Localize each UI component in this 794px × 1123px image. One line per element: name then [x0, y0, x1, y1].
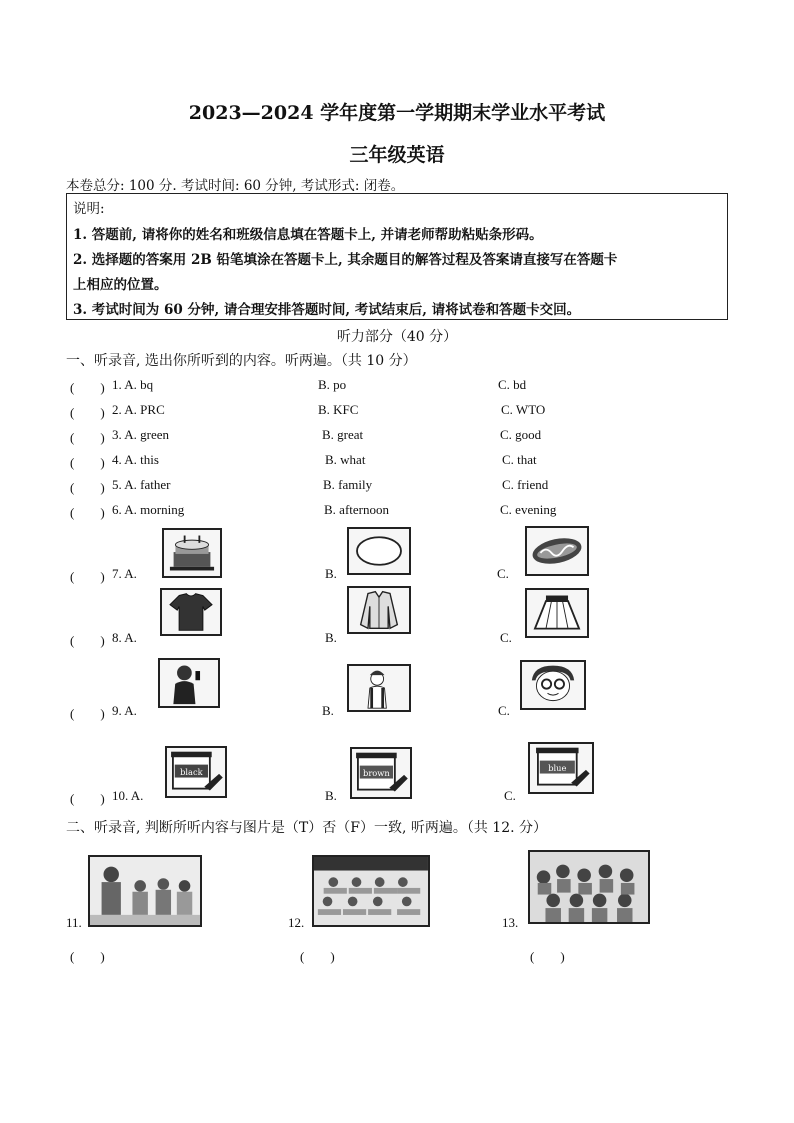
- answer-paren[interactable]: ( ): [70, 380, 105, 395]
- part2-heading: 二、听录音, 判断所听内容与图片是（T）否（F）一致, 听两遍。（共 12. 分）: [66, 820, 548, 836]
- scene-11-image: [88, 855, 202, 927]
- part1-heading: 一、听录音, 选出你所听到的内容。听两遍。（共 10 分）: [66, 353, 417, 369]
- q6-option-b: B. afternoon: [324, 502, 389, 517]
- q13-answer[interactable]: ( ): [530, 949, 565, 964]
- answer-paren[interactable]: ( ): [70, 569, 105, 584]
- instructions-heading: 说明:: [73, 201, 105, 217]
- paint-can-blue-icon: [528, 742, 594, 794]
- answer-paren[interactable]: ( ): [70, 430, 105, 445]
- instruction-2: 2. 选择题的答案用 2B 铅笔填涂在答题卡上, 其余题目的解答过程及答案请直接写在答题卡: [73, 252, 618, 268]
- exam-info: 本卷总分: 100 分. 考试时间: 60 分钟, 考试形式: 闭卷。: [66, 178, 405, 194]
- person-phone-icon: [158, 658, 220, 708]
- q5-option-b: B. family: [323, 477, 373, 492]
- q4-option-a: 4. A. this: [112, 452, 159, 467]
- paint-can-brown-icon: [350, 747, 412, 799]
- q3-option-c: C. good: [500, 427, 542, 442]
- q3-option-b: B. great: [322, 427, 364, 442]
- q7-label-c: C.: [497, 566, 509, 581]
- q8-label-c: C.: [500, 630, 512, 645]
- instructions-box: [66, 193, 728, 320]
- q11-number: 11.: [66, 915, 82, 930]
- q5-option-a: 5. A. father: [112, 477, 171, 492]
- answer-paren[interactable]: ( ): [70, 480, 105, 495]
- q2-option-b: B. KFC: [318, 402, 359, 417]
- q5-option-c: C. friend: [502, 477, 549, 492]
- paint-label-brown: brown: [363, 767, 390, 778]
- paint-can-black-icon: [165, 746, 227, 798]
- q7-label-b: B.: [325, 566, 337, 581]
- q12-number: 12.: [288, 915, 305, 930]
- instruction-1: 1. 答题前, 请将你的姓名和班级信息填在答题卡上, 并请老师帮助粘贴条形码。: [73, 227, 543, 243]
- q7-label-a: 7. A.: [112, 566, 137, 581]
- q9-label-b: B.: [322, 703, 334, 718]
- answer-paren[interactable]: ( ): [70, 706, 105, 721]
- q8-label-b: B.: [325, 630, 337, 645]
- q10-label-a: 10. A.: [112, 788, 144, 803]
- answer-paren[interactable]: ( ): [70, 405, 105, 420]
- q11-answer[interactable]: ( ): [70, 949, 105, 964]
- paint-label-blue: blue: [548, 762, 567, 773]
- listening-section-header: 听力部分（40 分）: [336, 329, 458, 345]
- person-bag-icon: [347, 664, 411, 712]
- q4-option-b: B. what: [325, 452, 366, 467]
- jacket-icon: [347, 586, 411, 634]
- plate-icon: [347, 527, 411, 575]
- q3-option-a: 3. A. green: [112, 427, 170, 442]
- q6-option-a: 6. A. morning: [112, 502, 185, 517]
- tshirt-icon: [160, 588, 222, 636]
- q1-option-a: 1. A. bq: [112, 377, 154, 392]
- hotdog-icon: [525, 526, 589, 576]
- q12-answer[interactable]: ( ): [300, 949, 335, 964]
- q6-option-c: C. evening: [500, 502, 557, 517]
- answer-paren[interactable]: ( ): [70, 505, 105, 520]
- q10-label-c: C.: [504, 788, 516, 803]
- q9-label-c: C.: [498, 703, 510, 718]
- q4-option-c: C. that: [502, 452, 537, 467]
- answer-paren[interactable]: ( ): [70, 791, 105, 806]
- cake-icon: [162, 528, 222, 578]
- instruction-3: 3. 考试时间为 60 分钟, 请合理安排答题时间, 考试结束后, 请将试卷和答题卡交回。: [73, 302, 581, 318]
- q13-number: 13.: [502, 915, 519, 930]
- answer-paren[interactable]: ( ): [70, 455, 105, 470]
- scene-12-image: [312, 855, 430, 927]
- q2-option-c: C. WTO: [501, 402, 546, 417]
- exam-title: 2023—2024 学年度第一学期期末学业水平考试: [188, 102, 606, 124]
- instruction-2-cont: 上相应的位置。: [73, 277, 168, 293]
- exam-subtitle: 三年级英语: [349, 144, 445, 166]
- q2-option-a: 2. A. PRC: [112, 402, 165, 417]
- q1-option-c: C. bd: [498, 377, 527, 392]
- q8-label-a: 8. A.: [112, 630, 137, 645]
- q10-label-b: B.: [325, 788, 337, 803]
- face-glasses-icon: [520, 660, 586, 710]
- q9-label-a: 9. A.: [112, 703, 137, 718]
- paint-label-black: black: [180, 766, 203, 777]
- skirt-icon: [525, 588, 589, 638]
- scene-13-image: [528, 850, 650, 924]
- q1-option-b: B. po: [318, 377, 347, 392]
- answer-paren[interactable]: ( ): [70, 633, 105, 648]
